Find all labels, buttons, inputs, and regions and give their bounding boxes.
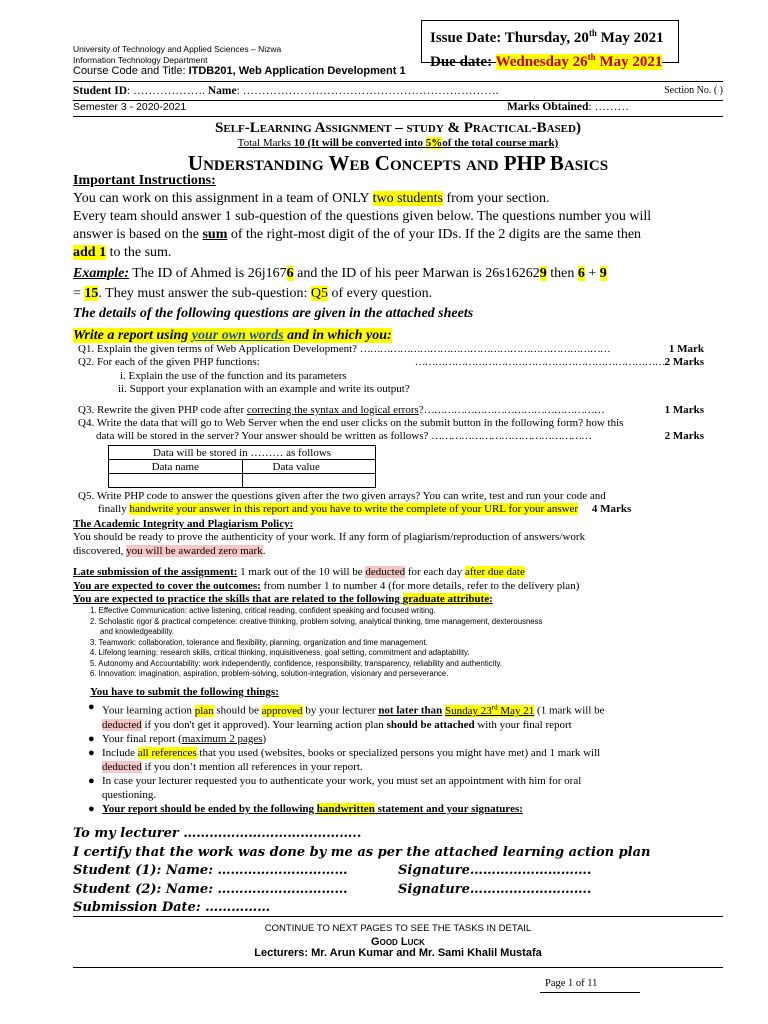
policy: The Academic Integrity and Plagiarism Policy: You should be ready to prove the authenticity of your work. If any form of plagiarism/reproduction of answers/work discovered, you will be awarded zero mark. Late submission of the assignment: 1 mark out of the 10 will be deducted for each day after due date You are expected to cover the outcomes: from number 1 to number 4 (for more details, refer to the delivery plan) You are expected to practice the skills that are related to the following graduate attribute: — [73, 518, 586, 606]
instructions: Important Instructions: You can work on this assignment in a team of ONLY two students from your section. Every team should answer 1 sub-question of the questions given below. The questions number you will answer is based on the sum of the right-most digit of the of your IDs. If the 2 digits are the same then add 1 to the sum. Example: The ID of Ahmed is 26j1676 and the ID of his peer Marwan is 26s162629 then 6 + 9 = 15. They must answer the sub-question: Q5 of every question. The details of the following questions are given in the attached sheets Write a report using your own words and in which you: — [73, 173, 652, 343]
list-item: 2. Scholastic rigor & practical competence: creative thinking, problem solving, analytical thinking, time management, dexterousness — [90, 616, 543, 626]
good-luck: Good Luck — [371, 936, 425, 948]
due-date: Due date: Wednesday 26th May 2021 — [430, 52, 663, 70]
list-item: ● Your learning action plan should be approved by your lecturer not later than Sunday 23rd May 21 (1 mark will be deducted if you don't get it approved). Your learning action plan should be attached with your final report — [88, 701, 605, 731]
list-item: ● Your final report (maximum 2 pages) — [88, 732, 267, 745]
divider — [73, 967, 723, 968]
certification-statement: To my lecturer ………………………………….. I certify that the work was done by me as per the attached learning action plan Student (1): Name: ………………………… Signature………………………. Student (2): Name: ………………………… Signature………………………. Submission Date: …………… — [73, 826, 651, 915]
page-number: Page 1 of 11 — [545, 978, 598, 989]
main-title: Understanding Web Concepts and PHP Basics — [187, 151, 609, 175]
divider — [540, 992, 640, 993]
university-header: University of Technology and Applied Sciences – Nizwa Information Technology Department — [73, 44, 282, 65]
continue-note: CONTINUE TO NEXT PAGES TO SEE THE TASKS IN DETAIL — [264, 923, 532, 934]
student-info-row: Student ID: ………………. Name: …………………………………………………………. Section No. ( ) — [73, 85, 723, 97]
lecturers: Lecturers: Mr. Arun Kumar and Mr. Sami Khalil Mustafa — [254, 947, 542, 959]
list-item: 6. Innovation: imagination, aspiration, problem-solving, solution-integration, visionary and perseverance. — [90, 669, 449, 678]
data-table: Data will be stored in ……… as follows Data name Data value — [108, 445, 376, 488]
submit-list: You have to submit the following things: ● Your learning action plan should be approved by your lecturer not later than Sunday 23rd May 21 (1 mark will be deducted if you don't get it approved). Your learning action plan should be attached with your final report ● Your final report (maximum 2 pages) ● Include all references that you used (websites, books or specialized persons you might have met) and 1 mark will deducted if you don’t mention all references in your report. ● In case your lecturer requested you to authenticate your work, you must set an appointment with him for oral questioning. ● Your report should be ended by the following handwritten statement and your signatures: — [90, 685, 730, 816]
issue-date-box — [421, 20, 679, 70]
divider — [73, 116, 723, 117]
questions: Q1. Explain the given terms of Web Application Development? ………………………………………………………………… 1 Mark Q2. For each of the given PHP functions: …………………………………………………………………2 Marks i. Explain the use of the function and its parameters ii. Support your explanation with an example and write its output? Q3. Rewrite the given PHP code after correcting the syntax and logical errors?……………………………………………… 1 Marks Q4. Write the data that will go to Web Server when the end user clicks on the submit button in the following form? how this data will be stored in the server? Your answer should be written as follows? ………………………………………… 2 Marks — [78, 343, 704, 443]
list-item: ● In case your lecturer requested you to authenticate your work, you must set an appointment with him for oral questioning. — [88, 774, 582, 801]
skills-list — [90, 606, 730, 680]
total-marks: Total Marks 10 (It will be converted into 5%of the total course mark) — [237, 137, 559, 149]
divider — [73, 81, 723, 82]
course-title: Course Code and Title: ITDB201, Web Application Development 1 — [73, 65, 406, 77]
semester-row: Semester 3 - 2020-2021 Marks Obtained: ……… — [73, 101, 629, 113]
list-item: 1. Effective Communication: active listening, critical reading, confident speaking and focused writing. — [90, 606, 436, 615]
list-item: 5. Autonomy and Accountability: work independently, confidence, responsibility, transparency, reliability and authenticity. — [90, 658, 503, 668]
divider — [73, 916, 723, 917]
list-item: ● Your report should be ended by the following handwritten statement and your signatures: — [88, 802, 523, 815]
list-item: 4. Lifelong learning: research skills, critical thinking, inquisitiveness, goal setting, commitment and adaptability. — [90, 648, 470, 657]
list-item: ● Include all references that you used (websites, books or specialized persons you might have met) and 1 mark will deducted if you don’t mention all references in your report. — [88, 746, 601, 773]
list-item: and knowledgeability. — [100, 627, 174, 636]
list-item: 3. Teamwork: collaboration, tolerance and flexibility, planning, organization and time management. — [90, 637, 428, 647]
question-5: Q5. Write PHP code to answer the questions given after the two given arrays? You can write, test and run your code and finally handwrite your answer in this report and you have to write the complete of your URL for your answer 4 Marks — [78, 490, 632, 516]
assignment-title: Self-Learning Assignment – study & Practical-Based) — [215, 120, 581, 136]
issue-date: Issue Date: Thursday, 20th May 2021 — [430, 28, 664, 46]
